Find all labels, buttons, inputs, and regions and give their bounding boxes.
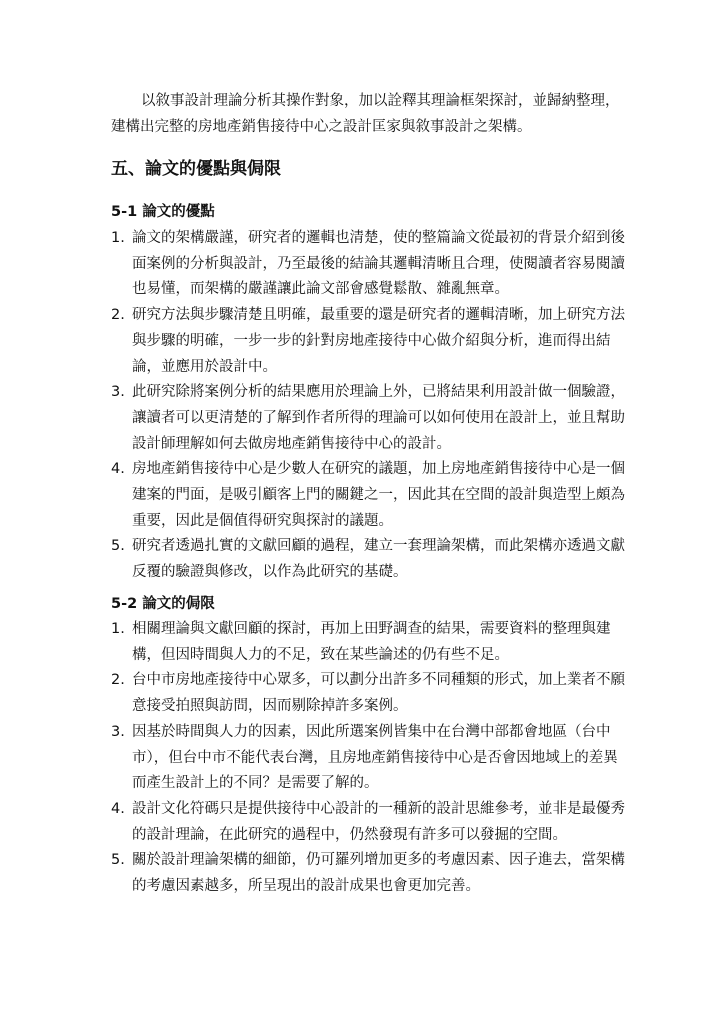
- item-text: 設計文化符碼只是提供接待中心設計的一種新的設計思維參考，並非是最優秀的設計理論，在此研究的過程中，仍然發現有許多可以發掘的空間。: [132, 800, 625, 843]
- intro-paragraph: 以敘事設計理論分析其操作對象，加以詮釋其理論框架探討，並歸納整理，建構出完整的房地產銷售接待中心之設計匡家與敘事設計之架構。: [111, 93, 620, 135]
- list-item: [111, 617, 631, 668]
- limitations-heading: 5-2 論文的侷限: [111, 596, 215, 612]
- list-item: [111, 720, 631, 797]
- item-number: 1.: [111, 621, 125, 637]
- item-text: 研究者透過扎實的文獻回顧的過程，建立一套理論架構，而此架構亦透過文獻反覆的驗證與修改，以作為此研究的基礎。: [132, 538, 625, 581]
- item-text: 研究方法與步驟清楚且明確，最重要的還是研究者的邏輯清晰，加上研究方法與步驟的明確，一步一步的針對房地產接待中心做介紹與分析，進而得出結論，並應用於設計中。: [132, 307, 625, 375]
- section-title: 五、論文的優點與侷限: [111, 159, 281, 179]
- item-text: 關於設計理論架構的細節，仍可羅列增加更多的考慮因素、因子進去，當架構的考慮因素越多，所呈現出的設計成果也會更加完善。: [132, 852, 625, 895]
- item-number: 5.: [111, 852, 125, 869]
- item-number: 2.: [111, 672, 125, 689]
- list-item: [111, 848, 631, 899]
- item-text: 房地產銷售接待中心是少數人在研究的議題，加上房地產銷售接待中心是一個建案的門面，是吸引顧客上門的關鍵之一，因此其在空間的設計與造型上頗為重要，因此是個值得研究與探討的議題。: [132, 461, 625, 529]
- list-item: [111, 380, 631, 457]
- item-number: 3.: [111, 384, 125, 401]
- item-number: 1.: [111, 230, 125, 246]
- item-text: 相關理論與文獻回顧的探討，再加上田野調查的結果，需要資料的整理與建構，但因時間與人力的不足，致在某些論述的仍有些不足。: [132, 621, 611, 663]
- item-number: 5.: [111, 538, 125, 555]
- strengths-list: [111, 226, 631, 586]
- limitations-list: [111, 617, 631, 900]
- item-number: 2.: [111, 307, 125, 324]
- list-item: [111, 797, 631, 848]
- item-text: 台中市房地產接待中心眾多，可以劃分出許多不同種類的形式，加上業者不願意接受拍照與訪問，因而剔除掉許多案例。: [132, 672, 625, 715]
- strengths-heading: 5-1 論文的優點: [111, 204, 215, 220]
- item-number: 3.: [111, 723, 125, 740]
- item-text: 因基於時間與人力的因素，因此所選案例皆集中在台灣中部都會地區（台中市），但台中市不能代表台灣，且房地產銷售接待中心是否會因地域上的差異而產生設計上的不同？是需要了解的。: [132, 723, 618, 792]
- item-text: 此研究除將案例分析的結果應用於理論上外，已將結果利用設計做一個驗證，讓讀者可以更清楚的了解到作者所得的理論可以如何使用在設計上，並且幫助設計師理解如何去做房地產銷售接待中心的設計。: [132, 384, 625, 452]
- item-number: 4.: [111, 461, 125, 478]
- item-number: 4.: [111, 800, 125, 817]
- list-item: [111, 303, 631, 380]
- list-item: [111, 668, 631, 719]
- list-item: [111, 226, 631, 303]
- list-item: [111, 457, 631, 534]
- list-item: [111, 534, 631, 585]
- item-text: 論文的架構嚴謹，研究者的邏輯也清楚，使的整篇論文從最初的背景介紹到後面案例的分析與設計，乃至最後的結論其邏輯清晰且合理，使閱讀者容易閱讀也易懂，而架構的嚴謹讓此論文部會感覺鬆散、雜亂無章。: [132, 230, 625, 298]
